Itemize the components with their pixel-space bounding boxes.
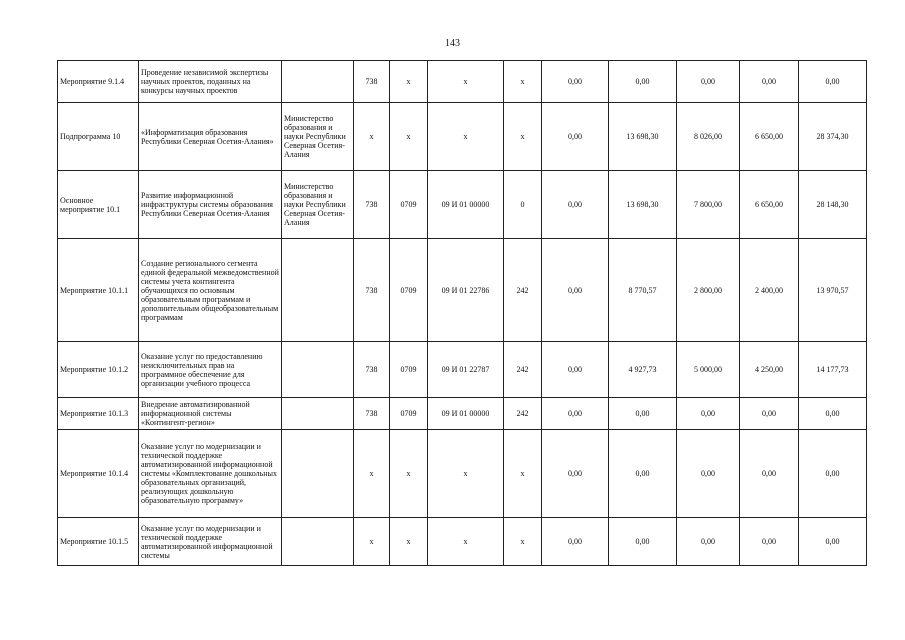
row-type: Мероприятие 10.1.3 — [58, 398, 139, 430]
row-total: 0,00 — [799, 430, 867, 518]
row-grbs: 738 — [354, 171, 390, 239]
row-year2: 0,00 — [609, 398, 677, 430]
row-year1: 0,00 — [542, 342, 609, 398]
row-vr: 242 — [504, 398, 542, 430]
row-csr: 09 И 01 22786 — [428, 239, 504, 342]
row-year3: 0,00 — [677, 518, 740, 566]
row-grbs: 738 — [354, 398, 390, 430]
row-executor: Министерство образования и науки Республики Северная Осетия-Алания — [282, 103, 354, 171]
row-name: Оказание услуг по модернизации и технической поддержке автоматизированной информационной системы — [139, 518, 282, 566]
row-year2: 0,00 — [609, 61, 677, 103]
row-year1: 0,00 — [542, 239, 609, 342]
row-year3: 5 000,00 — [677, 342, 740, 398]
row-type: Мероприятие 10.1.5 — [58, 518, 139, 566]
row-vr: 242 — [504, 239, 542, 342]
row-year4: 0,00 — [740, 61, 799, 103]
row-vr: x — [504, 103, 542, 171]
row-year2: 8 770,57 — [609, 239, 677, 342]
row-csr: x — [428, 103, 504, 171]
row-executor — [282, 518, 354, 566]
row-type: Мероприятие 10.1.2 — [58, 342, 139, 398]
row-year3: 8 026,00 — [677, 103, 740, 171]
row-total: 0,00 — [799, 61, 867, 103]
table-row — [58, 61, 867, 103]
row-vr: x — [504, 518, 542, 566]
row-csr: 09 И 01 00000 — [428, 171, 504, 239]
row-year4: 6 650,00 — [740, 171, 799, 239]
row-rzpr: x — [390, 61, 428, 103]
row-year4: 2 400,00 — [740, 239, 799, 342]
row-name: «Информатизация образования Республики Северная Осетия-Алания» — [139, 103, 282, 171]
row-year4: 0,00 — [740, 518, 799, 566]
row-csr: 09 И 01 22787 — [428, 342, 504, 398]
row-rzpr: x — [390, 518, 428, 566]
page-number: 143 — [445, 38, 460, 49]
row-year1: 0,00 — [542, 171, 609, 239]
row-name: Оказание услуг по предоставлению неисключительных прав на программное обеспечение для организации учебного процесса — [139, 342, 282, 398]
row-year4: 6 650,00 — [740, 103, 799, 171]
row-grbs: x — [354, 430, 390, 518]
row-vr: 242 — [504, 342, 542, 398]
row-total: 13 970,57 — [799, 239, 867, 342]
row-csr: x — [428, 518, 504, 566]
row-type: Мероприятие 10.1.4 — [58, 430, 139, 518]
row-csr: x — [428, 430, 504, 518]
row-type: Мероприятие 10.1.1 — [58, 239, 139, 342]
row-year3: 0,00 — [677, 398, 740, 430]
row-rzpr: 0709 — [390, 239, 428, 342]
row-year1: 0,00 — [542, 61, 609, 103]
row-type: Подпрограмма 10 — [58, 103, 139, 171]
row-total: 28 374,30 — [799, 103, 867, 171]
row-rzpr: x — [390, 430, 428, 518]
row-name: Создание регионального сегмента единой федеральной межведомственной системы учета контингента обучающихся по основным образовательным программам и дополнительным общеобразовательным программам — [139, 239, 282, 342]
table-row — [58, 239, 867, 342]
row-executor — [282, 398, 354, 430]
row-executor — [282, 239, 354, 342]
row-name: Проведение независимой экспертизы научных проектов, поданных на конкурсы научных проектов — [139, 61, 282, 103]
row-grbs: x — [354, 518, 390, 566]
table-row — [58, 398, 867, 430]
row-year2: 0,00 — [609, 430, 677, 518]
row-total: 14 177,73 — [799, 342, 867, 398]
row-year2: 0,00 — [609, 518, 677, 566]
row-type: Основное мероприятие 10.1 — [58, 171, 139, 239]
row-year3: 7 800,00 — [677, 171, 740, 239]
row-year1: 0,00 — [542, 518, 609, 566]
row-grbs: x — [354, 103, 390, 171]
row-year4: 4 250,00 — [740, 342, 799, 398]
row-grbs: 738 — [354, 239, 390, 342]
row-year1: 0,00 — [542, 398, 609, 430]
row-rzpr: 0709 — [390, 342, 428, 398]
row-total: 0,00 — [799, 398, 867, 430]
row-grbs: 738 — [354, 61, 390, 103]
row-vr: x — [504, 61, 542, 103]
row-rzpr: 0709 — [390, 171, 428, 239]
row-year4: 0,00 — [740, 398, 799, 430]
row-year1: 0,00 — [542, 430, 609, 518]
budget-table — [57, 60, 867, 566]
row-type: Мероприятие 9.1.4 — [58, 61, 139, 103]
row-vr: x — [504, 430, 542, 518]
table-row — [58, 430, 867, 518]
row-executor: Министерство образования и науки Республики Северная Осетия-Алания — [282, 171, 354, 239]
row-rzpr: x — [390, 103, 428, 171]
row-executor — [282, 342, 354, 398]
row-year4: 0,00 — [740, 430, 799, 518]
row-name: Внедрение автоматизированной информационной системы «Контингент-регион» — [139, 398, 282, 430]
row-vr: 0 — [504, 171, 542, 239]
row-year2: 13 698,30 — [609, 171, 677, 239]
row-year1: 0,00 — [542, 103, 609, 171]
row-csr: x — [428, 61, 504, 103]
row-grbs: 738 — [354, 342, 390, 398]
table-row — [58, 171, 867, 239]
row-year3: 0,00 — [677, 430, 740, 518]
table-row — [58, 103, 867, 171]
row-name: Оказание услуг по модернизации и технической поддержке автоматизированной информационной системы «Комплектование дошкольных образовательных организаций, реализующих дошкольную образовательную программу» — [139, 430, 282, 518]
row-name: Развитие информационной инфраструктуры системы образования Республики Северная Осетия-Алания — [139, 171, 282, 239]
table-row — [58, 518, 867, 566]
row-rzpr: 0709 — [390, 398, 428, 430]
row-total: 0,00 — [799, 518, 867, 566]
row-year2: 4 927,73 — [609, 342, 677, 398]
row-total: 28 148,30 — [799, 171, 867, 239]
row-year2: 13 698,30 — [609, 103, 677, 171]
row-executor — [282, 430, 354, 518]
table-row — [58, 342, 867, 398]
row-year3: 0,00 — [677, 61, 740, 103]
row-year3: 2 800,00 — [677, 239, 740, 342]
row-csr: 09 И 01 00000 — [428, 398, 504, 430]
row-executor — [282, 61, 354, 103]
